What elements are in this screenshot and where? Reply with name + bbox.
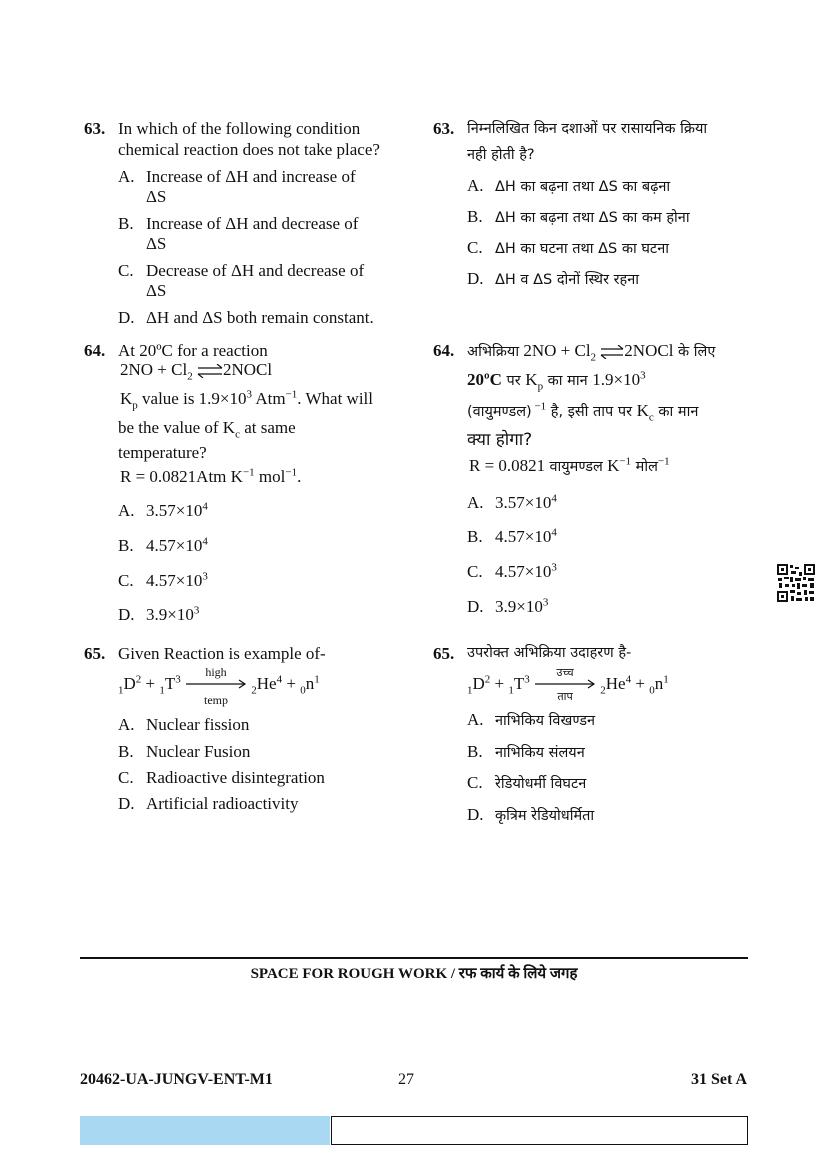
option-64c-hi: C. $4.57\times 10^3$: [467, 561, 557, 581]
option-64b-en: B. $4.57\times 10^4$: [118, 535, 208, 555]
question-number: 65.: [433, 644, 455, 663]
question-text-line: निम्नलिखित किन दशाओं पर रासायनिक क्रिया: [467, 121, 708, 137]
option-64d-en: D. $3.9\times 10^3$: [118, 604, 200, 624]
reaction-equation-en: $2NO + Cl_2$ 2NOCl: [120, 360, 273, 383]
option-63c-en-cont: ΔS: [146, 281, 167, 300]
qr-code-icon: [776, 563, 816, 603]
question-number: 64.: [84, 341, 106, 360]
question-text-line: उपरोक्त अभिक्रिया उदाहरण है-: [467, 645, 632, 661]
option-63a-en: A. Increase of ΔH and increase of: [118, 167, 356, 186]
question-text-line: नही होती है?: [467, 147, 535, 163]
equilibrium-arrow-icon: [600, 345, 624, 359]
option-65c-hi: C. रेडियोधर्मी विघटन: [467, 773, 587, 792]
divider: [80, 957, 748, 959]
option-63a-en-cont: ΔS: [146, 187, 167, 206]
option-63b-hi: B. ΔH का बढ़ना तथा ΔS का कम होना: [467, 207, 690, 226]
option-65c-en: C. Radioactive disintegration: [118, 768, 325, 787]
kp-statement-hi: 20ºC पर $K_p$ का मान $1.9\times 10^3$: [467, 369, 646, 393]
rough-work-label: SPACE FOR ROUGH WORK / रफ कार्य के लिये जगह: [250, 966, 578, 982]
option-63a-hi: A. ΔH का बढ़ना तथा ΔS का बढ़ना: [467, 176, 671, 195]
option-64a-hi: A. $3.57\times 10^4$: [467, 492, 557, 512]
question-text-line: At 20ºC for a reaction: [118, 341, 268, 360]
paper-code: 20462-UA-JUNGV-ENT-M1: [80, 1071, 273, 1088]
kc-statement-hi: (वायुमण्डल) $^{-1}$ है, इसी ताप पर $K_c$ का मान: [467, 400, 699, 424]
option-65d-hi: D. कृत्रिम रेडियोधर्मिता: [467, 805, 595, 824]
question-text-line: be the value of $K_c$ at same: [118, 418, 296, 441]
equilibrium-arrow-icon: [197, 364, 223, 378]
footer-box: [331, 1116, 748, 1145]
option-63d-hi: D. ΔH व ΔS दोनों स्थिर रहना: [467, 269, 640, 288]
option-63b-en-cont: ΔS: [146, 234, 167, 253]
option-64d-hi: D. $3.9\times 10^3$: [467, 596, 549, 616]
option-63c-hi: C. ΔH का घटना तथा ΔS का घटना: [467, 238, 670, 257]
reaction-arrow: high temp: [185, 675, 247, 695]
question-number: 64.: [433, 341, 455, 360]
option-65a-en: A. Nuclear fission: [118, 715, 250, 734]
exam-page: 63. In which of the following condition chemical reaction does not take place? A. Increase of ΔH and increase of ΔS B. Increase of ΔH and decrease of ΔS C. Decrease of ΔH and decrease of ΔS D. ΔH and ΔS both remain constant. 63. निम्नलिखित किन दशाओं पर रासायनिक क्रिया नही होती है? A. ΔH का बढ़ना तथा ΔS का बढ़ना B. ΔH का बढ़ना तथा ΔS का कम होना C. ΔH का घटना तथा ΔS का घटना D. ΔH व ΔS दोनों स्थिर रहना 64. At 20ºC for a reaction $2NO + Cl_2$ 2NOCl $K_p$ value is $1.9\times 10^3$ Atm$^{-1}$. What will be the value of $K_c$ at same temperature? R = 0.0821Atm $K^{-1}$ mol$^{-1}$. A. $3.57\times 10^4$ B. $4.57\times 10^4$ C. $4.57\times 10^3$ D. $3.9\times 10^3$ 64. अभिक्रिया $2NO + Cl_2$ 2NOCl के लिए 20ºC पर $K_p$ का मान $1.9\times 10^3$ (वायुमण्डल) $^{-1}$ है, इसी ताप पर $K_c$ का मान क्या होगा? R = 0.0821 वायुमण्डल $K^{-1}$ मोल$^{-1}$ A. $3.57\times 10^4$ B. $4.57\times 10^4$ C. $4.57\times 10^3$ D. $3.9\times 10^3$ 65. Given Reaction is example of- $_1D^2 + _1T^3$ high temp $_2He^4 + _0n^1$ A. Nuclear fission B. Nuclear Fusion C. Radioactive disintegration D. Artificial radioactivity 65. उपरोक्त अभिक्रिया उदाहरण है- $_1D^2 + _1T^3$ उच्च ताप $_2He^4 + _0n^1$ A. नाभिकिय विखण्डन B. नाभिकिय संलयन C. रेडियोधर्मी विघटन D. कृत्रिम रेडियोधर्मिता SPACE FOR ROUGH WORK / रफ कार्य के लिये जगह 20462-UA-JUNGV-ENT-M1 27 31 Set A: [0, 0, 827, 1169]
question-text-line: In which of the following condition: [118, 119, 361, 138]
set-label: 31 Set A: [691, 1071, 747, 1088]
right-arrow-icon: [185, 679, 247, 689]
right-arrow-icon: [534, 679, 596, 689]
question-number: 63.: [84, 119, 106, 138]
question-number: 65.: [84, 644, 106, 663]
option-64c-en: C. $4.57\times 10^3$: [118, 570, 208, 590]
question-number: 63.: [433, 119, 455, 138]
question-text-line: Given Reaction is example of-: [118, 644, 326, 663]
question-text-line: temperature?: [118, 443, 207, 462]
footer-color-bar: [80, 1116, 330, 1145]
option-65b-en: B. Nuclear Fusion: [118, 742, 251, 761]
gas-constant-hi: R = 0.0821 वायुमण्डल $K^{-1}$ मोल$^{-1}$: [469, 455, 670, 475]
option-65d-en: D. Artificial radioactivity: [118, 794, 299, 813]
option-63d-en: D. ΔH and ΔS both remain constant.: [118, 308, 374, 327]
option-64a-en: A. $3.57\times 10^4$: [118, 500, 208, 520]
option-64b-hi: B. $4.57\times 10^4$: [467, 526, 557, 546]
question-text-line: chemical reaction does not take place?: [118, 140, 380, 159]
reaction-arrow: उच्च ताप: [534, 675, 596, 695]
nuclear-reaction-hi: $_1D^2 + _1T^3$ उच्च ताप $_2He^4 + _0n^1$: [467, 666, 669, 704]
gas-constant-en: R = 0.0821Atm $K^{-1}$ mol$^{-1}$.: [120, 466, 302, 486]
question-text-line: क्या होगा?: [467, 430, 533, 450]
option-65a-hi: A. नाभिकिय विखण्डन: [467, 710, 596, 729]
option-63b-en: B. Increase of ΔH and decrease of: [118, 214, 359, 233]
page-number: 27: [398, 1071, 414, 1088]
option-65b-hi: B. नाभिकिय संलयन: [467, 742, 585, 761]
kp-statement-en: $K_p$ value is $1.9\times 10^3$ Atm$^{-1}$. What will: [120, 388, 373, 412]
option-63c-en: C. Decrease of ΔH and decrease of: [118, 261, 365, 280]
nuclear-reaction-en: $_1D^2 + _1T^3$ high temp $_2He^4 + _0n^1$: [118, 665, 320, 708]
